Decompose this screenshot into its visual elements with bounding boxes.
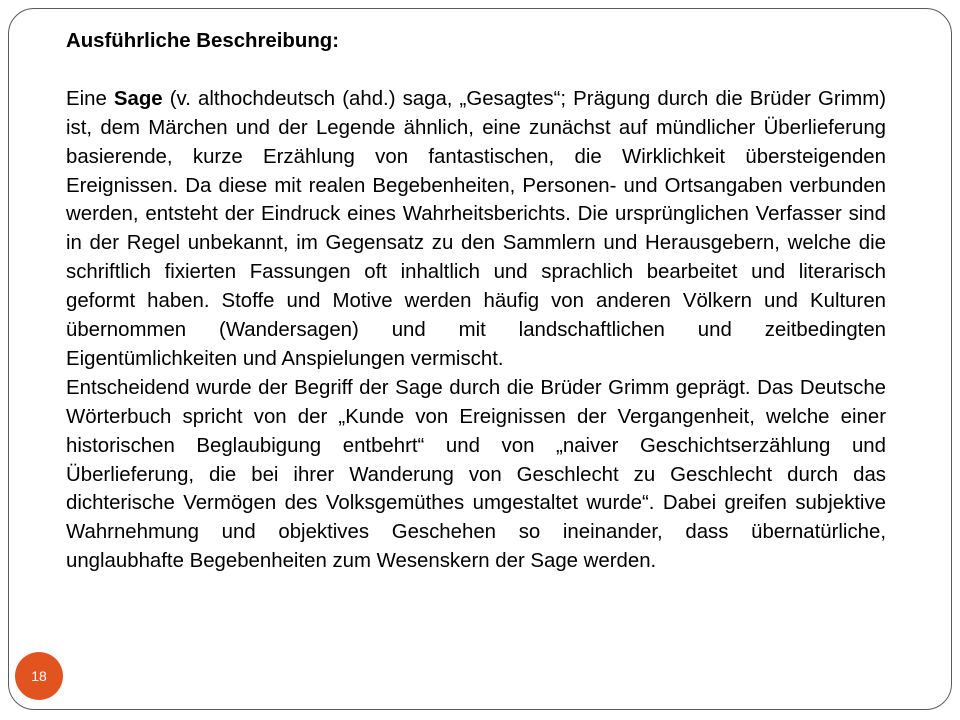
paragraph-definition-term: Sage [113,87,163,110]
slide-heading: Ausführliche Beschreibung: [66,30,340,52]
paragraph-definition [66,85,886,374]
paragraph-grimm: Entscheidend wurde der Begriff der Sage durch die Brüder Grimm geprägt. Das Deutsche Wörterbuch spricht von der „Kunde von Ereignissen der Vergangenheit, welche einer historischen Beglaubigung entbehrt“ und von „naiver Geschichtserzählung und Überlieferung, die bei ihrer Wanderung von Geschlecht zu Geschlecht durch das dichterische Vermögen des Volksgemüthes umgestaltet wurde“. Dabei greifen subjektive Wahrnehmung und objektives Geschehen so ineinander, dass übernatürliche, unglaubhafte Begebenheiten zum Wesenskern der Sage werden. [66,376,886,573]
heading-spacer [66,56,886,85]
page-number-badge: 18 [15,652,63,700]
slide-content [66,27,886,576]
paragraph-definition-lead: Eine [66,87,114,110]
paragraph-definition-rest: (v. althochdeutsch (ahd.) saga, „Gesagtes“; Prägung durch die Brüder Grimm) ist, dem Märchen und der Legende ähnlich, eine zunächst auf mündlicher Überlieferung basierende, kurze Erzählung von fantastischen, die Wirklichkeit übersteigenden Ereignissen. Da diese mit realen Begebenheiten, Personen- und Ortsangaben verbunden werden, entsteht der Eindruck eines Wahrheitsberichts. Die ursprünglichen Verfasser sind in der Regel unbekannt, im Gegensatz zu den Sammlern und Herausgebern, welche die schriftlich fixierten Fassungen oft inhaltlich und sprachlich bearbeitet und literarisch geformt haben. Stoffe und Motive werden häufig von anderen Völkern und Kulturen übernommen (Wandersagen) und mit landschaftlichen und zeitbedingten Eigentümlichkeiten und Anspielungen vermischt. [66,87,886,370]
